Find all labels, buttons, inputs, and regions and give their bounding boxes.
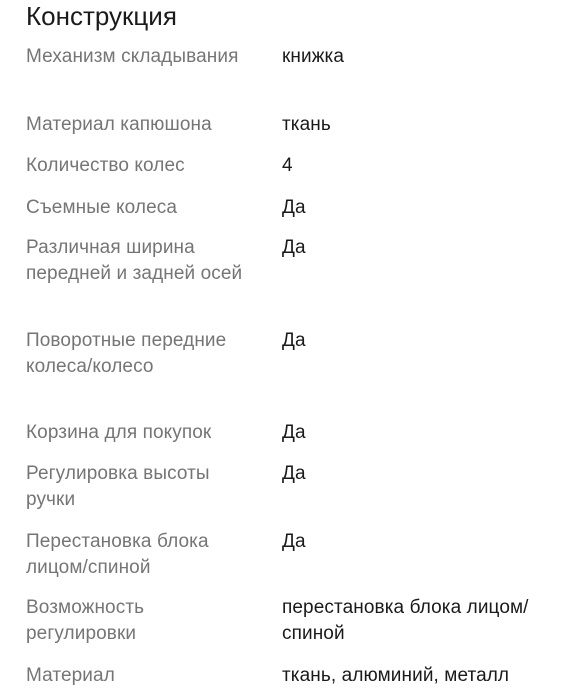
spec-value: 4 xyxy=(282,155,293,176)
section-title: Конструкция xyxy=(26,1,177,31)
spec-label: Регулировка высоты ручки xyxy=(26,463,210,510)
spec-label: Материал xyxy=(26,665,115,686)
spec-label: Возможность регулировки xyxy=(26,597,145,644)
spec-value: Да xyxy=(282,422,306,443)
spec-value: Да xyxy=(282,531,306,552)
spec-value: Да xyxy=(282,330,306,351)
spec-label: Поворотные передние колеса/колесо xyxy=(26,330,227,377)
spec-label: Съемные колеса xyxy=(26,197,178,218)
spec-value: Да xyxy=(282,237,306,258)
spec-label: Механизм складывания xyxy=(26,46,239,67)
spec-value: ткань xyxy=(282,114,331,135)
spec-value: ткань, алюминий, металл xyxy=(282,665,510,686)
spec-value: книжка xyxy=(282,46,345,67)
spec-label: Перестановка блока лицом/спиной xyxy=(26,531,209,578)
spec-label: Корзина для покупок xyxy=(26,422,212,443)
spec-label: Различная ширина передней и задней осей xyxy=(26,237,243,284)
spec-value: Да xyxy=(282,197,306,218)
spec-value: перестановка блока лицом/спиной xyxy=(282,597,529,644)
spec-label: Количество колес xyxy=(26,155,185,176)
spec-value: Да xyxy=(282,463,306,484)
spec-label: Материал капюшона xyxy=(26,114,212,135)
